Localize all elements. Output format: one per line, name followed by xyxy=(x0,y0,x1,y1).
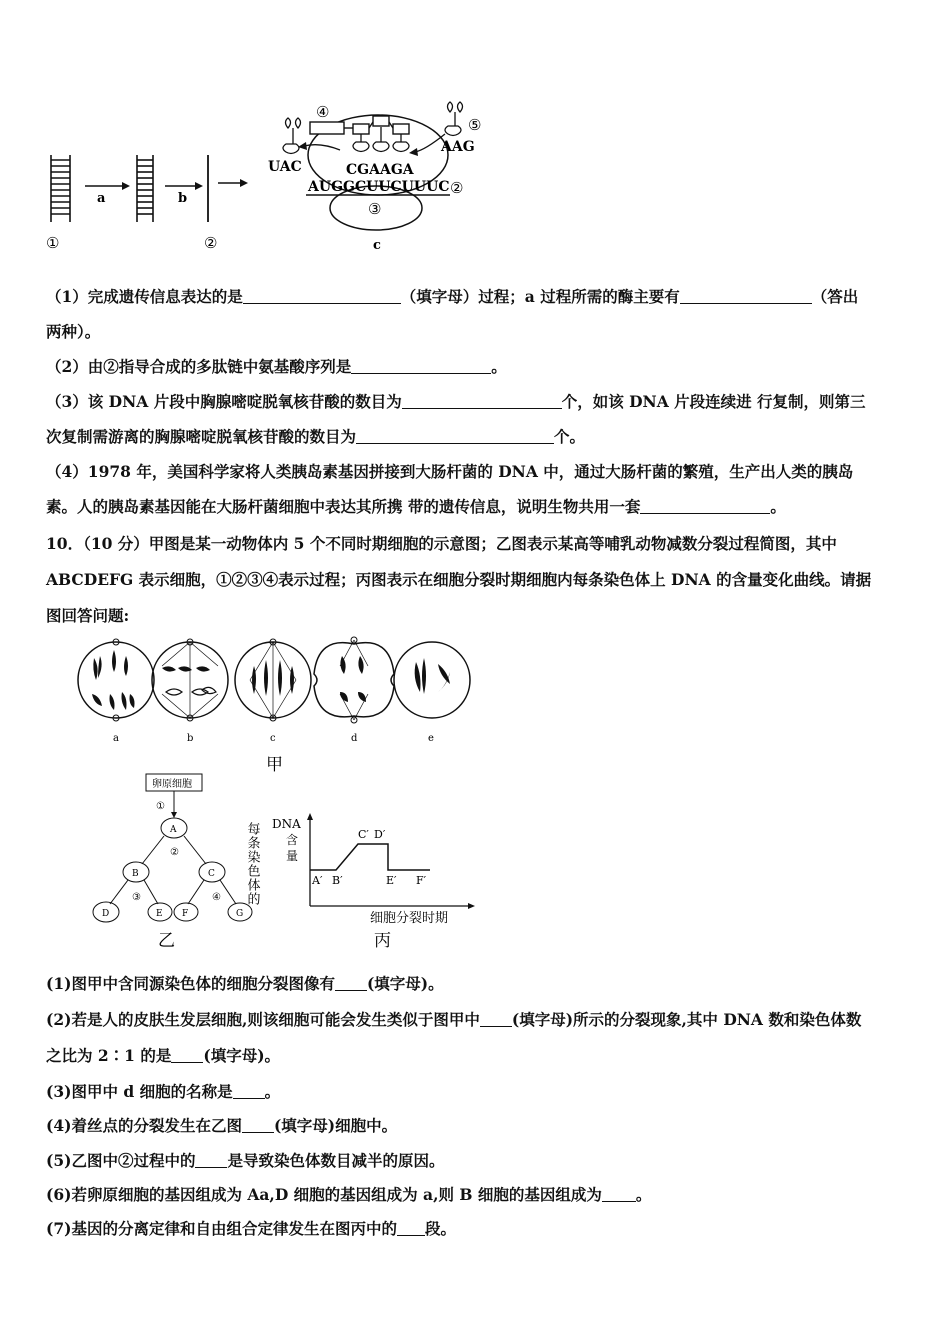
q10-s3 xyxy=(46,1082,908,1102)
q9-line-7 xyxy=(46,497,908,517)
text: (4)着丝点的分裂发生在乙图 xyxy=(46,1116,242,1135)
point-f: F′ xyxy=(416,874,427,887)
answer-blank[interactable] xyxy=(233,1082,265,1099)
cell-label-a: a xyxy=(113,733,119,744)
ylabel-text: 每条染色体的 xyxy=(244,822,260,906)
answer-blank[interactable] xyxy=(243,287,401,304)
oogonium-label: 卵原细胞 xyxy=(152,779,192,790)
step-3: ③ xyxy=(132,892,141,903)
dna-content-curve xyxy=(310,844,430,870)
answer-blank[interactable] xyxy=(242,1116,274,1133)
q10-s2-line-1 xyxy=(46,1010,908,1030)
cell-b xyxy=(152,639,228,721)
q10-s4 xyxy=(46,1116,908,1136)
answer-blank[interactable] xyxy=(602,1185,636,1202)
node-a-label: A xyxy=(170,825,177,835)
arrow-b xyxy=(165,182,203,190)
node-c-label: C xyxy=(208,869,215,879)
q9-line-1 xyxy=(46,287,908,307)
mrna-sequence: AUGGCUUCUUUC xyxy=(308,179,450,195)
answer-blank[interactable] xyxy=(640,497,770,514)
q10-line-1 xyxy=(46,534,908,554)
cell-e xyxy=(394,642,470,718)
gene-expression-figure xyxy=(40,100,510,260)
trna-uac xyxy=(283,118,301,154)
figure-jia-caption: 甲 xyxy=(266,755,283,775)
label-b: b xyxy=(178,191,188,206)
text: 段。 xyxy=(424,1219,456,1238)
text: (3)图甲中 d 细胞的名称是 xyxy=(46,1082,233,1101)
answer-blank[interactable] xyxy=(351,357,491,374)
text: （1）完成遗传信息表达的是 xyxy=(46,287,243,306)
y-han: 含 xyxy=(286,833,299,847)
text: 是导致染色体数目减半的原因。 xyxy=(227,1151,445,1170)
point-e: E′ xyxy=(386,874,397,887)
q10-s7 xyxy=(46,1219,908,1239)
q10-s5 xyxy=(46,1151,908,1171)
figure-bing xyxy=(244,808,480,952)
bing-xlabel: 细胞分裂时期 xyxy=(370,911,449,926)
label-4: ④ xyxy=(316,103,330,121)
cell-c xyxy=(235,639,311,721)
text: 素。人的胰岛素基因能在大肠杆菌细胞中表达其所携 带的遗传信息，说明生物共用一套 xyxy=(46,497,641,516)
cell-label-b: b xyxy=(187,733,194,744)
trna-aag-label: AAG xyxy=(441,139,475,155)
text: （4）1978 年，美国科学家将人类胰岛素基因拼接到大肠杆菌的 DNA 中，通过大肠杆菌的繁殖，生产出人类的胰岛 xyxy=(46,462,854,481)
cell-d xyxy=(314,637,394,723)
text: 图回答问题: xyxy=(46,606,130,625)
text: 之比为 2∶1 的是 xyxy=(46,1046,172,1065)
figure-bing-caption: 丙 xyxy=(374,931,391,951)
arrow-a xyxy=(85,182,130,190)
text: (填字母)细胞中。 xyxy=(273,1116,398,1135)
text: （填字母）过程；a 过程所需的酶主要有 xyxy=(400,287,680,306)
node-g-label: G xyxy=(236,909,244,919)
point-a: A′ xyxy=(312,874,323,887)
figure-yi xyxy=(88,772,268,950)
answer-blank[interactable] xyxy=(397,1219,425,1236)
text: （3）该 DNA 片段中胸腺嘧啶脱氧核苷酸的数目为 xyxy=(46,392,402,411)
text: （2）由②指导合成的多肽链中氨基酸序列是 xyxy=(46,357,352,376)
node-f-label: F xyxy=(182,909,189,919)
node-b-label: B xyxy=(132,869,139,879)
point-c: C′ xyxy=(358,828,369,841)
answer-blank[interactable] xyxy=(680,287,812,304)
text: 10．（10 分）甲图是某一动物体内 5 个不同时期细胞的示意图；乙图表示某高等哺乳动物减数分裂过程简图，其中 xyxy=(46,534,837,553)
node-e-label: E xyxy=(156,909,163,919)
answer-blank[interactable] xyxy=(480,1010,512,1027)
figure-jia xyxy=(70,636,490,778)
q9-line-2 xyxy=(46,322,908,342)
answer-blank[interactable] xyxy=(356,427,554,444)
label-5: ⑤ xyxy=(468,116,482,134)
answer-blank[interactable] xyxy=(171,1046,203,1063)
text: 。 xyxy=(635,1185,652,1204)
y-dna: DNA xyxy=(272,817,301,831)
text: (7)基因的分离定律和自由组合定律发生在图丙中的 xyxy=(46,1219,397,1238)
q10-s1 xyxy=(46,974,908,994)
point-b: B′ xyxy=(332,874,343,887)
text: 。 xyxy=(264,1082,281,1101)
answer-blank[interactable] xyxy=(335,974,367,991)
point-d: D′ xyxy=(374,828,386,841)
q10-line-3 xyxy=(46,606,908,626)
text: （答出 xyxy=(811,287,859,306)
anticodon-cgaaga: CGAAGA xyxy=(346,162,414,178)
text: (2)若是人的皮肤生发层细胞,则该细胞可能会发生类似于图甲中 xyxy=(46,1010,480,1029)
answer-blank[interactable] xyxy=(195,1151,227,1168)
label-c: c xyxy=(373,238,381,253)
text: 个。 xyxy=(554,427,586,446)
y-liang: 量 xyxy=(286,849,299,863)
text: (5)乙图中②过程中的 xyxy=(46,1151,196,1170)
figure-yi-caption: 乙 xyxy=(158,931,175,951)
q9-line-3 xyxy=(46,357,908,377)
answer-blank[interactable] xyxy=(402,392,562,409)
text: 。 xyxy=(770,497,786,516)
bing-ylabel xyxy=(245,822,261,906)
trna-uac-label: UAC xyxy=(268,159,302,175)
text: (填字母)所示的分裂现象,其中 DNA 数和染色体数 xyxy=(511,1010,862,1029)
label-1: ① xyxy=(46,234,60,252)
label-3: ③ xyxy=(368,200,382,218)
text: (1)图甲中含同源染色体的细胞分裂图像有 xyxy=(46,974,335,993)
node-d-label: D xyxy=(102,909,110,919)
trna-aag xyxy=(445,102,463,136)
q10-s2-line-2 xyxy=(46,1046,908,1066)
step-2: ② xyxy=(170,847,179,858)
text: 两种）。 xyxy=(46,322,101,341)
text: 次复制需游离的胸腺嘧啶脱氧核苷酸的数目为 xyxy=(46,427,357,446)
step-4: ④ xyxy=(212,892,221,903)
step-1: ① xyxy=(156,801,165,812)
cell-label-c: c xyxy=(270,733,276,744)
q9-line-5 xyxy=(46,427,908,447)
label-a: a xyxy=(97,191,106,206)
text: 。 xyxy=(491,357,507,376)
cell-label-d: d xyxy=(351,733,358,744)
cell-a xyxy=(78,639,154,721)
q10-s6 xyxy=(46,1185,908,1205)
arrow-to-mrna xyxy=(218,179,248,187)
dna-ladder-2 xyxy=(137,155,153,222)
q10-line-2 xyxy=(46,570,908,590)
dna-ladder-1 xyxy=(51,155,70,222)
q9-line-6 xyxy=(46,462,908,482)
text: ABCDEFG 表示细胞，①②③④表示过程；丙图表示在细胞分裂时期细胞内每条染色体上 DNA 的含量变化曲线。请据 xyxy=(46,570,872,589)
cell-label-e: e xyxy=(428,733,434,744)
label-2-left: ② xyxy=(204,234,218,252)
text: (填字母)。 xyxy=(203,1046,281,1065)
q9-line-4 xyxy=(46,392,908,412)
text: (6)若卵原细胞的基因组成为 Aa,D 细胞的基因组成为 a,则 B 细胞的基因组成为 xyxy=(46,1185,602,1204)
label-2-right: ② xyxy=(450,179,464,197)
text: 个，如该 DNA 片段连续进 行复制，则第三 xyxy=(561,392,866,411)
text: (填字母)。 xyxy=(366,974,444,993)
